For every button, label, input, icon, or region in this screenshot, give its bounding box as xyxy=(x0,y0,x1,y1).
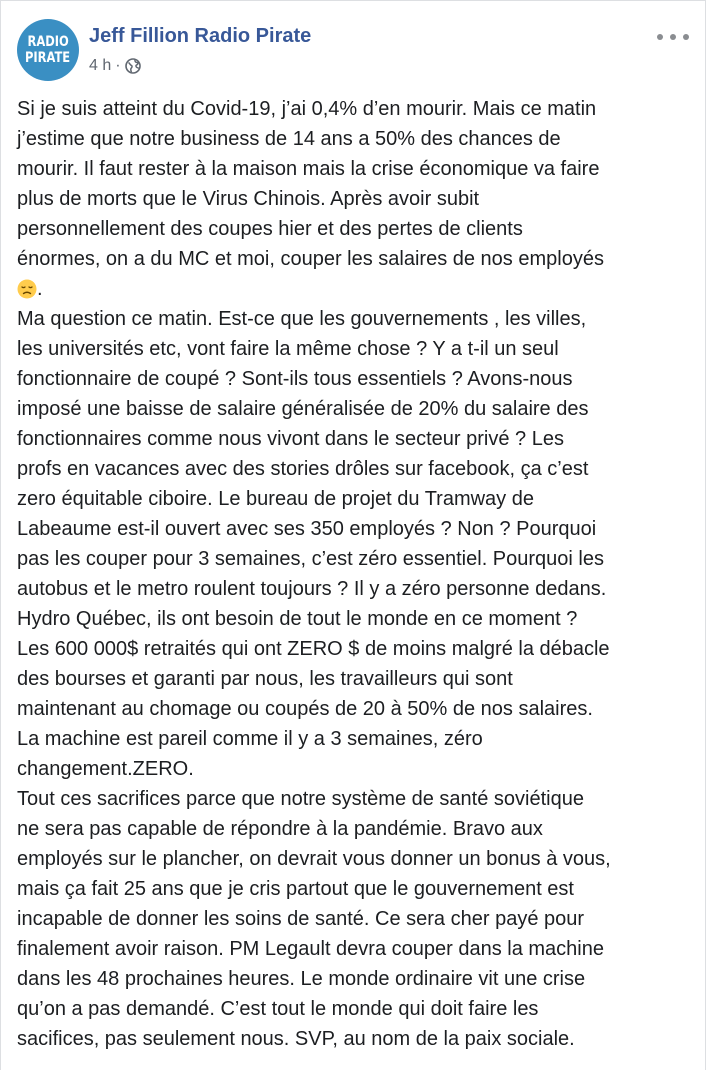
post-text-line: fonctionnaires comme nous vivont dans le secteur privé ? Les xyxy=(17,428,564,450)
post-body xyxy=(17,94,691,1054)
post-text-line: plus de morts que le Virus Chinois. Après avoir subit xyxy=(17,188,480,210)
post-meta xyxy=(89,57,141,75)
post-text-line: Les 600 000$ retraités qui ont ZERO $ de moins malgré la débacle xyxy=(17,638,610,660)
post-text-line: changement.ZERO. xyxy=(17,758,194,780)
post-text-line: sacifices, pas seulement nous. SVP, au nom de la paix sociale. xyxy=(17,1028,575,1050)
post-text-line: autobus et le metro roulent toujours ? Il y a zéro personne dedans. xyxy=(17,578,607,600)
avatar-logo-text: RADIO xyxy=(27,34,69,50)
post-text-line: Si je suis atteint du Covid-19, j’ai 0,4% d’en mourir. Mais ce matin xyxy=(17,98,597,120)
post-text-line: mourir. Il faut rester à la maison mais la crise économique va faire xyxy=(17,158,600,180)
more-options-icon[interactable] xyxy=(657,27,689,47)
post-text-line: pas les couper pour 3 semaines, c’est zéro essentiel. Pourquoi les xyxy=(17,548,604,570)
post-text-line: énormes, on a du MC et moi, couper les salaires de nos employés xyxy=(17,248,604,270)
post-text-line: La machine est pareil comme il y a 3 semaines, zéro xyxy=(17,728,483,750)
meta-separator: · xyxy=(115,57,121,74)
post-text-line: Ma question ce matin. Est-ce que les gouvernements , les villes, xyxy=(17,308,587,330)
post-text-line: mais ça fait 25 ans que je cris partout que le gouvernement est xyxy=(17,878,574,900)
post-text-line: Hydro Québec, ils ont besoin de tout le monde en ce moment ? xyxy=(17,608,578,630)
post-text-line: personnellement des coupes hier et des pertes de clients xyxy=(17,218,523,240)
avatar-logo-text: PIRATE xyxy=(25,50,71,66)
post-text-fragment: . xyxy=(37,278,43,300)
post-text-line: maintenant au chomage ou coupés de 20 à 50% de nos salaires. xyxy=(17,698,593,720)
post-text-line: qu’on a pas demandé. C’est tout le monde qui doit faire les xyxy=(17,998,539,1020)
page-avatar[interactable] xyxy=(17,19,79,81)
post-text-line: profs en vacances avec des stories drôles sur facebook, ça c’est xyxy=(17,458,589,480)
post-text-line: imposé une baisse de salaire généralisée de 20% du salaire des xyxy=(17,398,589,420)
post-text-line: dans les 48 prochaines heures. Le monde ordinaire vit une crise xyxy=(17,968,586,990)
post-text-line: finalement avoir raison. PM Legault devra couper dans la machine xyxy=(17,938,604,960)
post-text-line: j’estime que notre business de 14 ans a 50% des chances de xyxy=(17,128,561,150)
globe-icon[interactable] xyxy=(125,58,141,74)
post-text-line: incapable de donner les soins de santé. Ce sera cher payé pour xyxy=(17,908,585,930)
post-text-line xyxy=(17,274,691,304)
dot-icon xyxy=(670,34,676,40)
post-text-line: Labeaume est-il ouvert avec ses 350 employés ? Non ? Pourquoi xyxy=(17,518,597,540)
dot-icon xyxy=(657,34,663,40)
post-text-line: les universités etc, vont faire la même chose ? Y a t-il un seul xyxy=(17,338,559,360)
post-text-line: ne sera pas capable de répondre à la pandémie. Bravo aux xyxy=(17,818,543,840)
dot-icon xyxy=(683,34,689,40)
post-text-line: employés sur le plancher, on devrait vous donner un bonus à vous, xyxy=(17,848,611,870)
post-text-line: zero équitable ciboire. Le bureau de projet du Tramway de xyxy=(17,488,534,510)
post-timestamp[interactable]: 4 h xyxy=(89,57,112,74)
post-text-line: des bourses et garanti par nous, les travailleurs qui sont xyxy=(17,668,513,690)
post-header xyxy=(17,17,689,81)
author-name-link[interactable]: Jeff Fillion Radio Pirate xyxy=(89,25,312,47)
post-text-line: fonctionnaire de coupé ? Sont-ils tous essentiels ? Avons-nous xyxy=(17,368,573,390)
post-text-line: Tout ces sacrifices parce que notre système de santé soviétique xyxy=(17,788,584,810)
disappointed-face-emoji xyxy=(17,278,37,298)
